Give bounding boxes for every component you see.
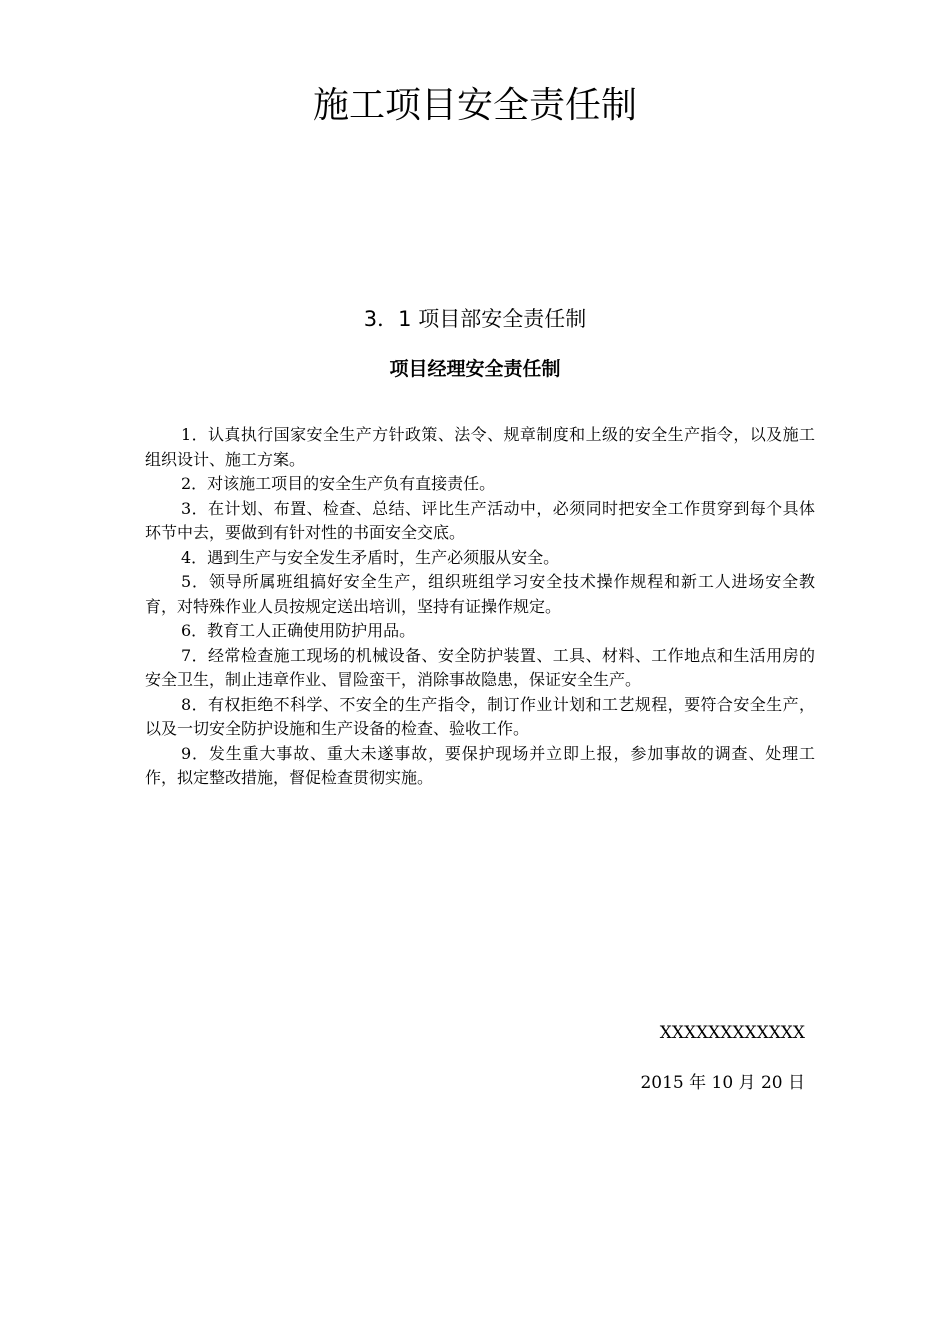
clause-list [145, 423, 815, 791]
section-title: 3．1 项目部安全责任制 [363, 307, 587, 331]
clause-1: 1．认真执行国家安全生产方针政策、法令、规章制度和上级的安全生产指令，以及施工组织设计、施工方案。 [145, 425, 815, 469]
sub-title: 项目经理安全责任制 [389, 358, 561, 380]
clause-9: 9．发生重大事故、重大未遂事故，要保护现场并立即上报，参加事故的调查、处理工作，拟定整改措施，督促检查贯彻实施。 [145, 743, 815, 787]
clause-5: 5．领导所属班组搞好安全生产，组织班组学习安全技术操作规程和新工人进场安全教育，对特殊作业人员按规定送出培训，坚持有证操作规定。 [145, 572, 815, 616]
clause-7: 7．经常检查施工现场的机械设备、安全防护装置、工具、材料、工作地点和生活用房的安全卫生，制止违章作业、冒险蛮干，消除事故隐患，保证安全生产。 [145, 645, 815, 689]
signature-organization: XXXXXXXXXXXX [659, 1023, 805, 1043]
clause-4: 4．遇到生产与安全发生矛盾时，生产必须服从安全。 [181, 547, 560, 567]
document-title: 施工项目安全责任制 [312, 85, 637, 126]
signature-date: 2015 年 10 月 20 日 [640, 1073, 805, 1093]
clause-3: 3．在计划、布置、检查、总结、评比生产活动中，必须同时把安全工作贯穿到每个具体环节中去，要做到有针对性的书面安全交底。 [145, 498, 815, 542]
clause-8: 8．有权拒绝不科学、不安全的生产指令，制订作业计划和工艺规程，要符合安全生产，以及一切安全防护设施和生产设备的检查、验收工作。 [145, 694, 815, 738]
clause-2: 2．对该施工项目的安全生产负有直接责任。 [181, 474, 496, 493]
clause-6: 6．教育工人正确使用防护用品。 [181, 621, 416, 640]
